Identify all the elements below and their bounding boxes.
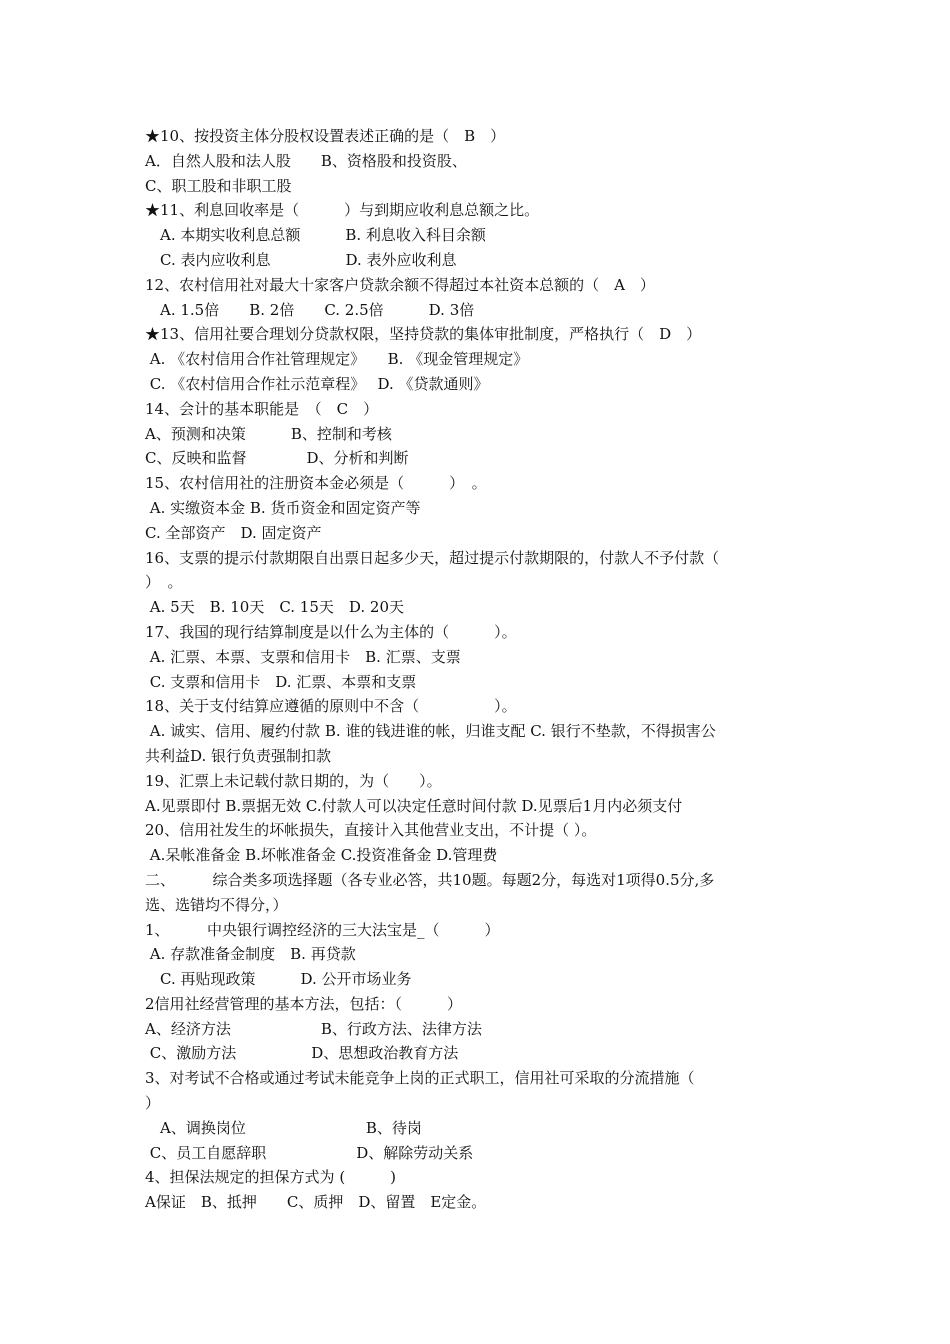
document-page xyxy=(145,124,810,1215)
question-11-options-ab: A. 本期实收利息总额 B. 利息收入科目余额 xyxy=(145,226,486,245)
question-17-text: 17、我国的现行结算制度是以什么为主体的（ ）。 xyxy=(145,622,517,641)
question-14-text: 14、会计的基本职能是 （ C ） xyxy=(145,399,379,418)
section-2-heading-cont: 选、选错均不得分，） xyxy=(145,895,288,914)
mc-question-1-options-ab: A. 存款准备金制度 B. 再贷款 xyxy=(145,945,356,964)
question-19-options: A.见票即付 B.票据无效 C.付款人可以决定任意时间付款 D.见票后1月内必须支付 xyxy=(145,796,683,815)
question-16-text-cont: ） 。 xyxy=(145,573,183,592)
question-12-options: A. 1.5倍 B. 2倍 C. 2.5倍 D. 3倍 xyxy=(145,300,475,319)
mc-question-4-options: A保证 B、抵押 C、质押 D、留置 E定金。 xyxy=(145,1193,487,1212)
mc-question-1-text: 1、 中央银行调控经济的三大法宝是_（ ） xyxy=(145,920,500,939)
mc-question-2-options-ab: A、经济方法 B、行政方法、法律方法 xyxy=(145,1019,482,1038)
question-20-options: A.呆帐准备金 B.坏帐准备金 C.投资准备金 D.管理费 xyxy=(145,846,498,865)
question-10-option-c: C、职工股和非职工股 xyxy=(145,176,292,195)
question-13-options-ab: A. 《农村信用合作社管理规定》 B. 《现金管理规定》 xyxy=(145,350,529,369)
mc-question-3-text: 3、对考试不合格或通过考试未能竞争上岗的正式职工，信用社可采取的分流措施（ xyxy=(145,1069,695,1088)
question-17-options-ab: A. 汇票、本票、支票和信用卡 B. 汇票、支票 xyxy=(145,647,461,666)
section-2-heading: 二、 综合类多项选择题（各专业必答，共10题。每题2分，每选对1项得0.5分,多 xyxy=(145,870,715,889)
question-15-options-ab: A. 实缴资本金 B. 货币资金和固定资产等 xyxy=(145,498,421,517)
question-18-text: 18、关于支付结算应遵循的原则中不含（ ）。 xyxy=(145,697,517,716)
question-10-text: ★10、按投资主体分股权设置表述正确的是（ B ） xyxy=(145,127,506,145)
question-18-options: A. 诚实、信用、履约付款 B. 谁的钱进谁的帐，归谁支配 C. 银行不垫款，不得损害公 xyxy=(145,722,716,741)
question-10-options-ab: A．自然人股和法人股 B、资格股和投资股、 xyxy=(145,151,467,170)
question-15-text: 15、农村信用社的注册资本金必须是（ ） 。 xyxy=(145,474,487,493)
question-11-text: ★11、利息回收率是（ ）与到期应收利息总额之比。 xyxy=(145,201,540,220)
question-16-options: A. 5天 B. 10天 C. 15天 D. 20天 xyxy=(145,598,405,617)
question-16-text: 16、支票的提示付款期限自出票日起多少天，超过提示付款期限的，付款人不予付款（ xyxy=(145,548,720,567)
mc-question-3-text-cont: ） xyxy=(145,1094,161,1113)
question-11-options-cd: C. 表内应收利息 D. 表外应收利息 xyxy=(145,250,457,269)
question-17-options-cd: C. 支票和信用卡 D. 汇票、本票和支票 xyxy=(145,672,417,691)
question-14-options-cd: C、反映和监督 D、分析和判断 xyxy=(145,449,409,468)
mc-question-3-options-cd: C、员工自愿辞职 D、解除劳动关系 xyxy=(145,1143,474,1162)
mc-question-2-options-cd: C、激励方法 D、思想政治教育方法 xyxy=(145,1044,459,1063)
question-13-options-cd: C. 《农村信用合作社示范章程》 D. 《贷款通则》 xyxy=(145,374,489,393)
mc-question-2-text: 2信用社经营管理的基本方法，包括：（ ） xyxy=(145,994,463,1013)
mc-question-3-options-ab: A、调换岗位 B、待岗 xyxy=(145,1118,422,1137)
mc-question-4-text: 4、担保法规定的担保方式为 ( ) xyxy=(145,1168,397,1187)
question-12-text: 12、农村信用社对最大十家客户贷款余额不得超过本社资本总额的（ A ） xyxy=(145,275,655,294)
question-14-options-ab: A、预测和决策 B、控制和考核 xyxy=(145,424,392,443)
question-18-options-cont: 共利益D. 银行负责强制扣款 xyxy=(145,746,332,765)
question-20-text: 20、信用社发生的坏帐损失，直接计入其他营业支出，不计提（ ）。 xyxy=(145,821,597,840)
mc-question-1-options-cd: C. 再贴现政策 D. 公开市场业务 xyxy=(145,970,412,989)
question-15-options-cd: C. 全部资产 D. 固定资产 xyxy=(145,523,322,542)
question-19-text: 19、汇票上未记载付款日期的，为（ ）。 xyxy=(145,771,442,790)
question-13-text: ★13、信用社要合理划分贷款权限，坚持贷款的集体审批制度，严格执行（ D ） xyxy=(145,325,702,344)
